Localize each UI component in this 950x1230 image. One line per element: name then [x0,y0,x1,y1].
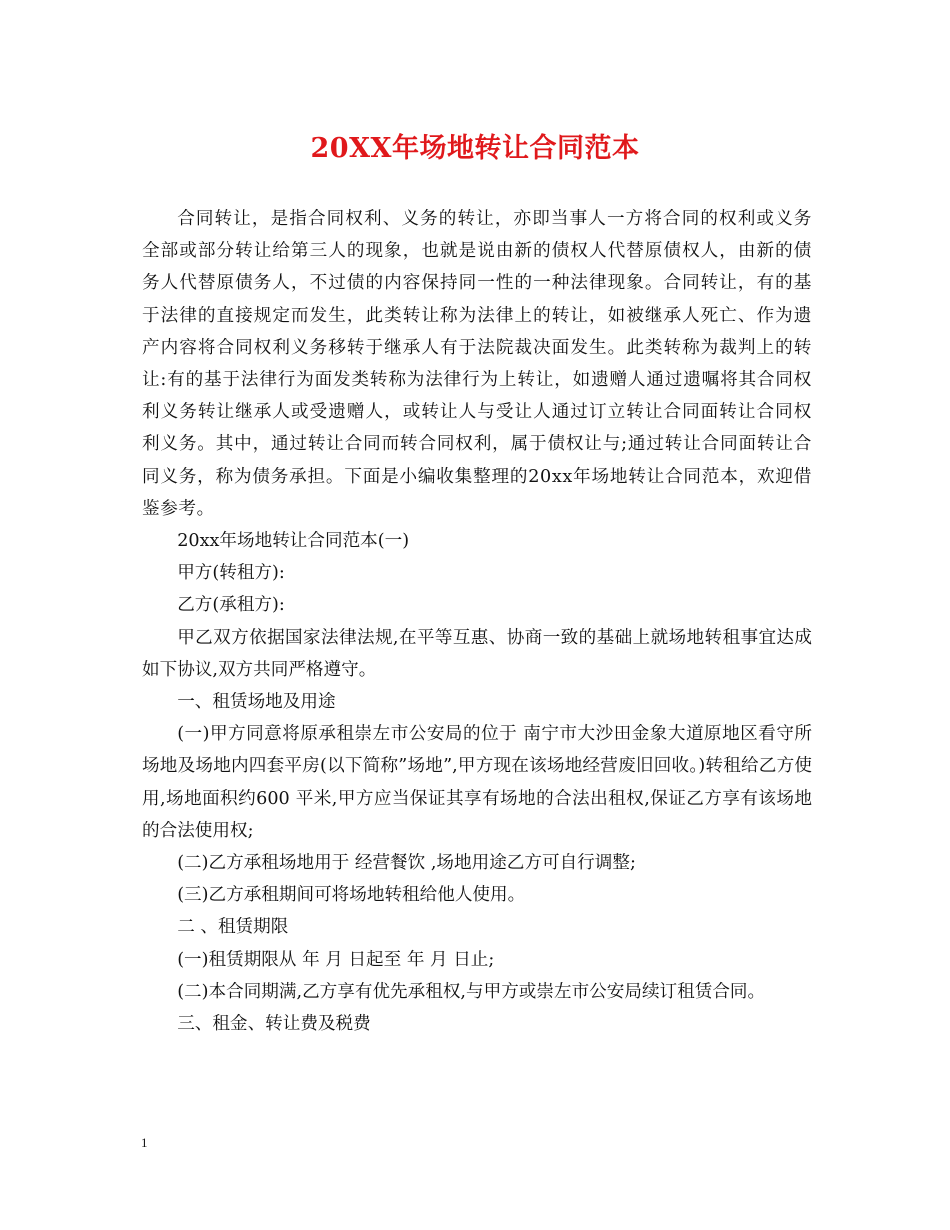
page-number: 1 [141,1135,148,1150]
agreement-preamble: 甲乙双方依据国家法律法规,在平等互惠、协商一致的基础上就场地转租事宜达成如下协议,双方共同严格遵守。 [142,627,812,680]
document-body [142,203,812,1040]
contract-heading: 20xx年场地转让合同范本(一) [177,531,410,552]
party-a-line: 甲方(转租方): [177,563,285,584]
party-b-line: 乙方(承租方): [177,595,285,616]
clause-1-3: (三)乙方承租期间可将场地转租给他人使用。 [177,885,526,906]
document-title: 20XX年场地转让合同范本 [310,133,640,164]
intro-paragraph: 合同转让，是指合同权利、义务的转让，亦即当事人一方将合同的权利或义务全部或部分转让给第三人的现象，也就是说由新的债权人代替原债权人，由新的债务人代替原债务人，不过债的内容保持同一性的一种法律现象。合同转让，有的基于法律的直接规定而发生，此类转让称为法律上的转让，如被继承人死亡、作为遗产内容将合同权利义务移转于继承人有于法院裁决面发生。此类转称为裁判上的转让:有的基于法律行为面发类转称为法律行为上转让，如遗赠人通过遗嘱将其合同权利义务转让继承人或受遗赠人，或转让人与受让人通过订立转让合同面转让合同权利义务。其中，通过转让合同而转合同权利，属于债权让与;通过转让合同面转让合同义务，称为债务承担。下面是小编收集整理的20xx年场地转让合同范本，欢迎借鉴参考。 [142,209,812,519]
section-heading-3: 三、租金、转让费及税费 [177,1014,371,1035]
clause-2-1: (一)租赁期限从 年 月 日起至 年 月 日止; [177,949,495,970]
section-heading-2: 二 、租赁期限 [177,917,289,938]
section-heading-1: 一、租赁场地及用途 [177,692,336,713]
clause-1-1: (一)甲方同意将原承租崇左市公安局的位于 南宁市大沙田金象大道原地区看守所场地及场地内四套平房(以下简称”场地”,甲方现在该场地经营废旧回收。)转租给乙方使用,场地面积约600 平米,甲方应当保证其享有场地的合法出租权,保证乙方享有该场地的合法使用权; [142,724,812,841]
clause-1-2: (二)乙方承租场地用于 经营餐饮 ,场地用途乙方可自行调整; [177,853,636,874]
clause-2-2: (二)本合同期满,乙方享有优先承租权,与甲方或崇左市公安局续订租赁合同。 [177,981,766,1002]
